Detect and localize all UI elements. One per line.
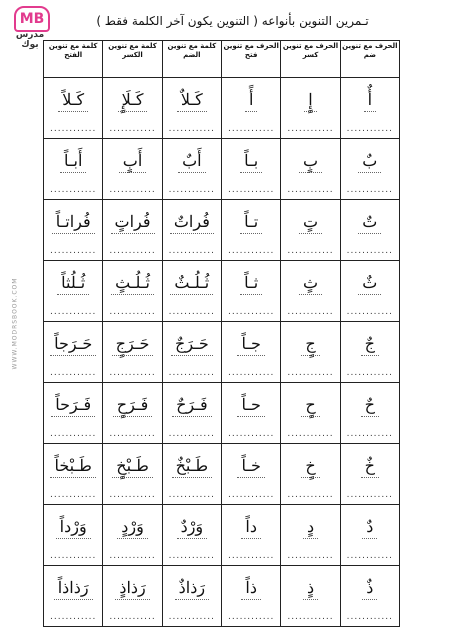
sample-cell — [103, 505, 162, 544]
writing-cell — [162, 116, 221, 139]
writing-cell — [44, 543, 103, 566]
dotted-line: ............ — [109, 185, 156, 195]
sample-cell — [281, 566, 340, 605]
dotted-line: ............ — [109, 551, 156, 561]
writing-row — [44, 604, 400, 627]
logo-text: مدرس بوك — [15, 30, 45, 50]
sample-cell — [162, 383, 221, 422]
sample-row — [44, 505, 400, 544]
writing-cell — [44, 116, 103, 139]
sample-text: بٌ — [358, 151, 381, 173]
table-body — [44, 78, 400, 627]
sample-text: أَبـاً — [60, 151, 86, 173]
writing-cell — [340, 116, 399, 139]
writing-cell — [340, 299, 399, 322]
sample-text: أَبٌ — [178, 151, 206, 173]
sample-cell — [162, 261, 221, 300]
sample-cell — [162, 139, 221, 178]
sample-text: خٍ — [301, 456, 319, 478]
sample-cell — [281, 139, 340, 178]
sample-cell — [162, 566, 221, 605]
sample-cell — [340, 78, 399, 117]
dotted-line: ............ — [346, 612, 393, 622]
writing-cell — [44, 177, 103, 200]
worksheet-table — [43, 40, 400, 627]
sample-cell — [103, 78, 162, 117]
sample-text: رَذاذٍ — [115, 578, 149, 600]
writing-cell — [222, 604, 281, 627]
dotted-line: ............ — [287, 490, 334, 500]
writing-cell — [222, 238, 281, 261]
sample-text: جٍ — [301, 334, 319, 356]
column-header: الحرف مع تنوين ضم — [340, 41, 399, 78]
sample-cell — [340, 261, 399, 300]
sample-row — [44, 78, 400, 117]
dotted-line: ............ — [346, 307, 393, 317]
sample-text: خـاً — [237, 456, 264, 478]
writing-cell — [103, 299, 162, 322]
logo-mark: MB — [14, 6, 50, 32]
dotted-line: ............ — [50, 185, 97, 195]
sample-text: إٍ — [304, 90, 316, 112]
sample-cell — [340, 139, 399, 178]
dotted-line: ............ — [50, 490, 97, 500]
writing-row — [44, 299, 400, 322]
writing-cell — [162, 299, 221, 322]
sample-text: أً — [245, 90, 257, 112]
dotted-line: ............ — [228, 307, 275, 317]
sample-cell — [340, 200, 399, 239]
sample-text: فَـرَحٍ — [113, 395, 153, 417]
sample-text: تٍ — [299, 212, 322, 234]
sample-text: أٌ — [364, 90, 376, 112]
sample-cell — [44, 261, 103, 300]
dotted-line: ............ — [346, 368, 393, 378]
sample-row — [44, 444, 400, 483]
sample-text: ثٍ — [299, 273, 322, 295]
writing-cell — [162, 482, 221, 505]
sample-text: دٍ — [303, 517, 318, 539]
writing-cell — [103, 360, 162, 383]
dotted-line: ............ — [50, 368, 97, 378]
writing-cell — [103, 604, 162, 627]
dotted-line: ............ — [109, 307, 156, 317]
sample-cell — [340, 322, 399, 361]
sample-cell — [103, 383, 162, 422]
writing-cell — [281, 360, 340, 383]
sample-text: حَـرَجٍ — [112, 334, 154, 356]
dotted-line: ............ — [346, 429, 393, 439]
sample-cell — [103, 261, 162, 300]
sample-cell — [222, 322, 281, 361]
writing-row — [44, 177, 400, 200]
sample-cell — [222, 383, 281, 422]
sample-text: طَـبْخٌ — [172, 456, 213, 478]
sample-text: طَـبْخاً — [50, 456, 95, 478]
sample-text: كَـلَإٍ — [118, 90, 148, 112]
dotted-line: ............ — [228, 246, 275, 256]
writing-cell — [162, 421, 221, 444]
sample-text: حـاً — [237, 395, 264, 417]
writing-row — [44, 421, 400, 444]
writing-cell — [44, 421, 103, 444]
sample-cell — [162, 505, 221, 544]
sample-cell — [103, 200, 162, 239]
column-header: كلمة مع تنوين الفتح — [44, 41, 103, 78]
sample-text: كَـلاً — [58, 90, 88, 112]
sample-text: فُراتـاً — [52, 212, 95, 234]
writing-cell — [103, 177, 162, 200]
dotted-line: ............ — [346, 490, 393, 500]
dotted-line: ............ — [228, 185, 275, 195]
sample-row — [44, 139, 400, 178]
header-row — [44, 41, 400, 78]
sample-text: فَـرَحٌ — [172, 395, 212, 417]
writing-cell — [44, 299, 103, 322]
writing-cell — [222, 116, 281, 139]
sample-text: رَذاذاً — [54, 578, 93, 600]
writing-cell — [162, 177, 221, 200]
sample-cell — [340, 505, 399, 544]
writing-cell — [281, 238, 340, 261]
sample-text: تـاً — [240, 212, 262, 234]
sample-text: حٌ — [361, 395, 379, 417]
writing-row — [44, 116, 400, 139]
sample-text: خٌ — [361, 456, 379, 478]
sample-cell — [44, 322, 103, 361]
sample-cell — [281, 505, 340, 544]
writing-row — [44, 482, 400, 505]
sample-row — [44, 383, 400, 422]
sample-cell — [340, 444, 399, 483]
sample-cell — [44, 139, 103, 178]
writing-cell — [340, 604, 399, 627]
sample-text: بـاً — [240, 151, 262, 173]
dotted-line: ............ — [287, 429, 334, 439]
dotted-line: ............ — [346, 124, 393, 134]
sample-text: دٌ — [362, 517, 377, 539]
dotted-line: ............ — [50, 551, 97, 561]
sample-text: ثُـلُثاً — [57, 273, 89, 295]
sample-cell — [103, 139, 162, 178]
dotted-line: ............ — [346, 185, 393, 195]
dotted-line: ............ — [109, 368, 156, 378]
dotted-line: ............ — [50, 246, 97, 256]
sample-text: طَـبْخٍ — [112, 456, 153, 478]
sample-text: فُراتٌ — [170, 212, 214, 234]
dotted-line: ............ — [287, 612, 334, 622]
writing-cell — [222, 482, 281, 505]
sample-cell — [44, 566, 103, 605]
writing-cell — [44, 360, 103, 383]
sample-cell — [44, 78, 103, 117]
dotted-line: ............ — [109, 429, 156, 439]
dotted-line: ............ — [168, 612, 216, 622]
writing-cell — [281, 299, 340, 322]
column-header: كلمة مع تنوين الضم — [162, 41, 221, 78]
sample-row — [44, 566, 400, 605]
writing-cell — [162, 238, 221, 261]
dotted-line: ............ — [50, 124, 97, 134]
sample-cell — [162, 200, 221, 239]
sample-cell — [44, 383, 103, 422]
sample-cell — [44, 444, 103, 483]
dotted-line: ............ — [287, 124, 334, 134]
writing-cell — [340, 482, 399, 505]
sample-cell — [281, 78, 340, 117]
sample-text: ذٍ — [303, 578, 318, 600]
sample-text: ثُـلُـثٌ — [170, 273, 213, 295]
sample-cell — [222, 78, 281, 117]
sample-text: ثٌ — [358, 273, 381, 295]
dotted-line: ............ — [109, 124, 156, 134]
writing-cell — [340, 238, 399, 261]
writing-cell — [162, 360, 221, 383]
writing-cell — [162, 604, 221, 627]
sample-text: وَرْدٌ — [177, 517, 208, 539]
sample-text: تٌ — [358, 212, 381, 234]
sample-text: فُراتٍ — [111, 212, 155, 234]
sample-cell — [222, 505, 281, 544]
sample-cell — [340, 383, 399, 422]
sample-text: حَـرَجاً — [50, 334, 96, 356]
writing-cell — [340, 177, 399, 200]
sample-text: كَـلاٌ — [177, 90, 207, 112]
worksheet-table-wrap — [43, 40, 400, 624]
sample-cell — [44, 200, 103, 239]
dotted-line: ............ — [109, 490, 156, 500]
writing-row — [44, 543, 400, 566]
watermark: WWW.MODRSBOOK.COM — [11, 277, 19, 370]
dotted-line: ............ — [228, 368, 275, 378]
writing-cell — [281, 177, 340, 200]
writing-cell — [103, 421, 162, 444]
dotted-line: ............ — [228, 551, 275, 561]
sample-cell — [222, 566, 281, 605]
sample-cell — [103, 444, 162, 483]
writing-cell — [222, 421, 281, 444]
writing-cell — [103, 238, 162, 261]
sample-cell — [44, 505, 103, 544]
sample-text: داً — [241, 517, 261, 539]
sample-text: بٍ — [299, 151, 322, 173]
writing-cell — [340, 543, 399, 566]
dotted-line: ............ — [228, 124, 275, 134]
sample-text: ثـاً — [240, 273, 262, 295]
writing-cell — [281, 421, 340, 444]
sample-cell — [162, 444, 221, 483]
sample-text: حَـرَجٌ — [171, 334, 213, 356]
sample-text: وَرْدٍ — [117, 517, 148, 539]
sample-cell — [162, 322, 221, 361]
writing-cell — [103, 482, 162, 505]
writing-row — [44, 238, 400, 261]
sample-text: ثُـلُـثٍ — [111, 273, 154, 295]
sample-cell — [281, 200, 340, 239]
writing-cell — [222, 360, 281, 383]
dotted-line: ............ — [168, 307, 216, 317]
dotted-line: ............ — [168, 124, 216, 134]
dotted-line: ............ — [50, 429, 97, 439]
writing-cell — [281, 482, 340, 505]
sample-cell — [222, 444, 281, 483]
writing-cell — [44, 604, 103, 627]
sample-cell — [103, 322, 162, 361]
sample-cell — [281, 444, 340, 483]
dotted-line: ............ — [287, 185, 334, 195]
writing-cell — [162, 543, 221, 566]
writing-cell — [340, 360, 399, 383]
dotted-line: ............ — [287, 368, 334, 378]
sample-cell — [340, 566, 399, 605]
dotted-line: ............ — [50, 307, 97, 317]
writing-cell — [103, 116, 162, 139]
column-header: الحرف مع تنوين فتح — [222, 41, 281, 78]
dotted-line: ............ — [228, 429, 275, 439]
sample-text: حٍ — [301, 395, 319, 417]
column-header: كلمة مع تنوين الكسر — [103, 41, 162, 78]
sample-cell — [281, 322, 340, 361]
sample-text: رَذاذٌ — [175, 578, 209, 600]
sample-text: ذاً — [241, 578, 261, 600]
sample-cell — [162, 78, 221, 117]
sample-text: جٌ — [361, 334, 379, 356]
sample-cell — [103, 566, 162, 605]
dotted-line: ............ — [168, 490, 216, 500]
column-header: الحرف مع تنوين كسر — [281, 41, 340, 78]
sample-text: فَـرَحاً — [51, 395, 95, 417]
sample-row — [44, 261, 400, 300]
writing-cell — [281, 116, 340, 139]
dotted-line: ............ — [346, 246, 393, 256]
writing-row — [44, 360, 400, 383]
writing-cell — [281, 604, 340, 627]
page-title: تـمرين التنوين بأنواعه ( التنوين يكون آخر الكلمة فقط ) — [96, 14, 369, 28]
dotted-line: ............ — [346, 551, 393, 561]
writing-cell — [222, 299, 281, 322]
dotted-line: ............ — [109, 612, 156, 622]
dotted-line: ............ — [109, 246, 156, 256]
sample-cell — [222, 200, 281, 239]
sample-cell — [222, 139, 281, 178]
dotted-line: ............ — [287, 246, 334, 256]
sample-cell — [281, 261, 340, 300]
sample-row — [44, 322, 400, 361]
dotted-line: ............ — [168, 551, 216, 561]
sample-cell — [222, 261, 281, 300]
writing-cell — [222, 177, 281, 200]
dotted-line: ............ — [168, 429, 216, 439]
writing-cell — [281, 543, 340, 566]
sample-text: أَبٍ — [119, 151, 147, 173]
sample-row — [44, 200, 400, 239]
dotted-line: ............ — [287, 551, 334, 561]
writing-cell — [222, 543, 281, 566]
dotted-line: ............ — [228, 612, 275, 622]
sample-text: ذٌ — [362, 578, 377, 600]
dotted-line: ............ — [50, 612, 97, 622]
dotted-line: ............ — [287, 307, 334, 317]
dotted-line: ............ — [228, 490, 275, 500]
dotted-line: ............ — [168, 246, 216, 256]
sample-cell — [281, 383, 340, 422]
writing-cell — [340, 421, 399, 444]
writing-cell — [103, 543, 162, 566]
dotted-line: ............ — [168, 185, 216, 195]
writing-cell — [44, 482, 103, 505]
writing-cell — [44, 238, 103, 261]
sample-text: وَرْداً — [56, 517, 91, 539]
sample-text: جـاً — [237, 334, 264, 356]
dotted-line: ............ — [168, 368, 216, 378]
